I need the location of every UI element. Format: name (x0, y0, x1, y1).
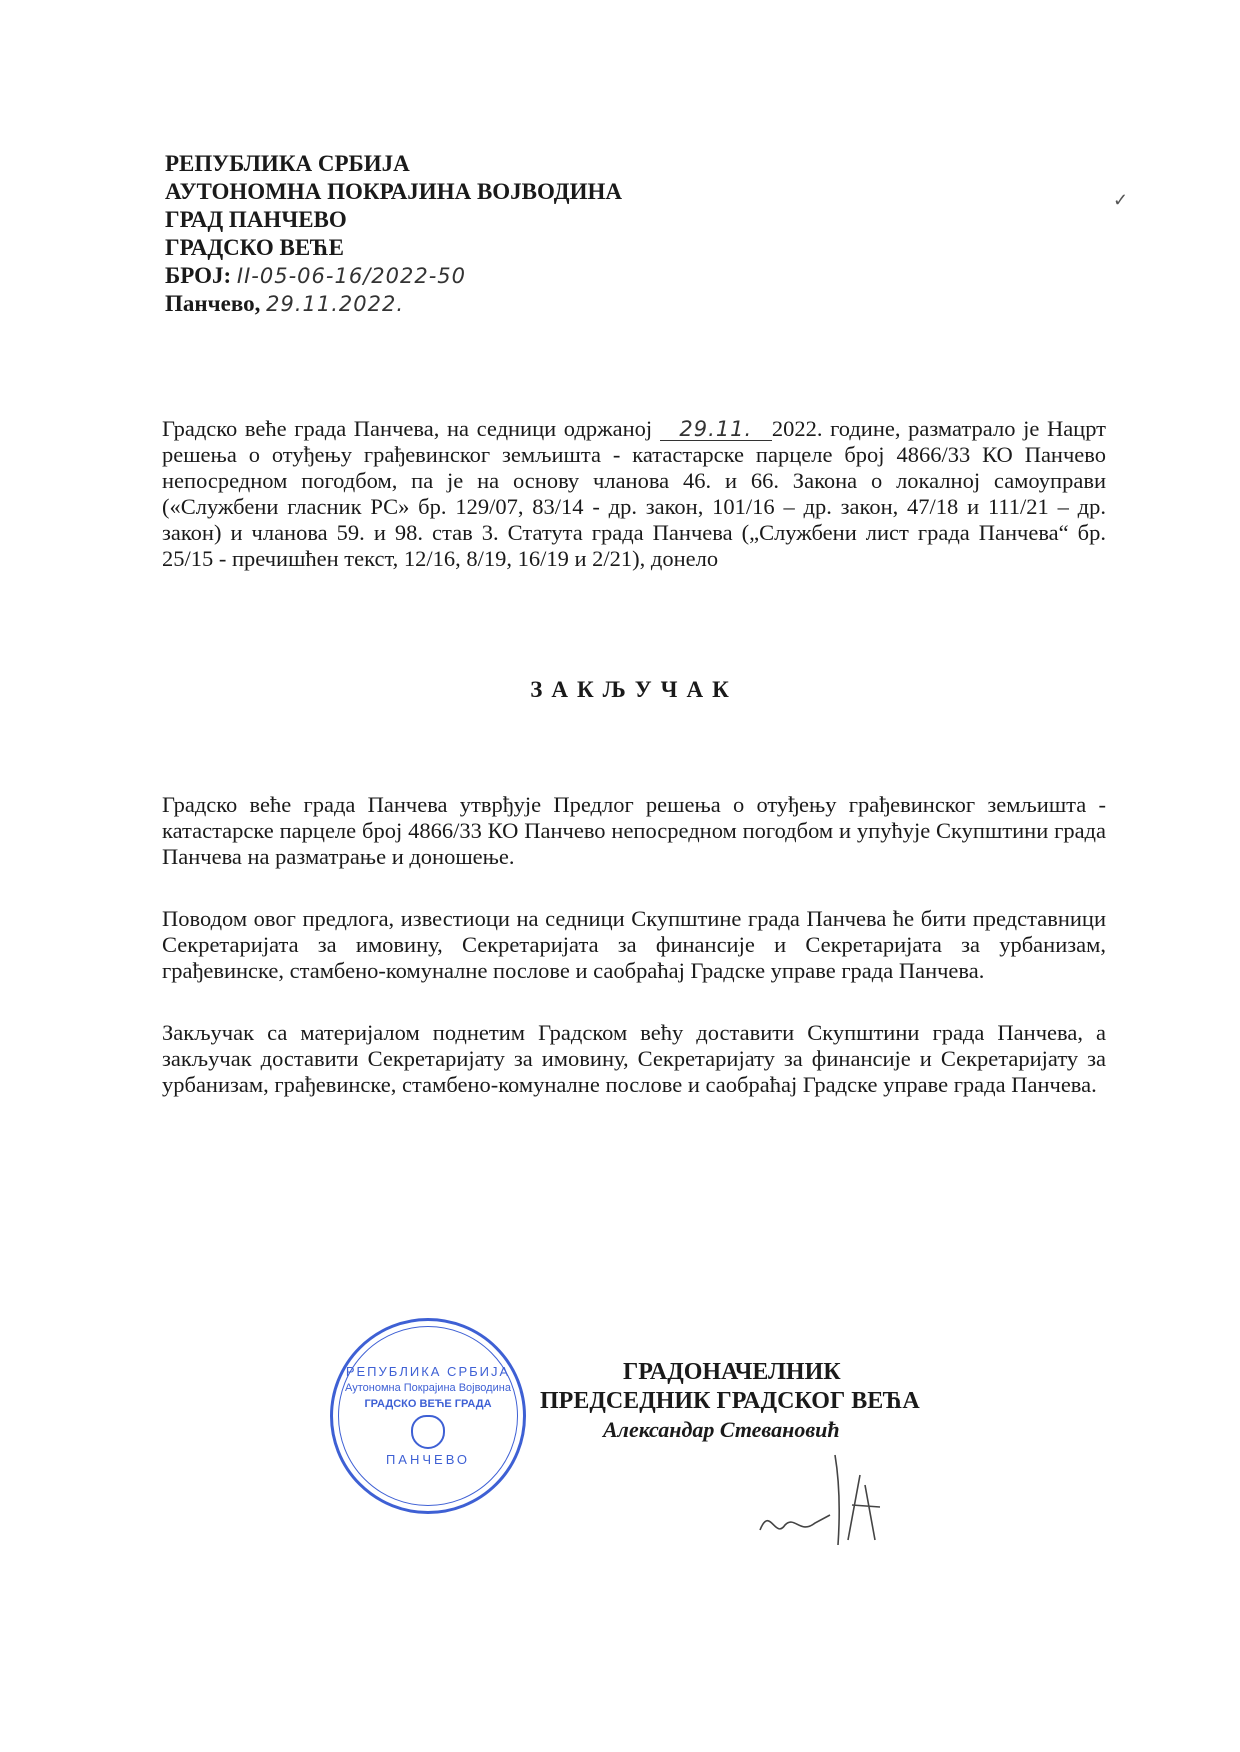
header-date: Панчево, 29.11.2022. (165, 291, 405, 316)
handwritten-signature (740, 1445, 900, 1555)
official-stamp (330, 1318, 526, 1514)
document-body (162, 416, 1106, 1098)
paragraph-3: Закључак са материјалом поднетим Градском већу доставити Скупштини града Панчева, а закључак доставити Секретаријату за имовину, Секретаријату за финансије и Секретаријату за урбанизам, грађевинске, стамбено-комуналне послове и саобраћај Градске управе града Панчева. (162, 1020, 1106, 1097)
coat-of-arms-icon (411, 1415, 445, 1449)
paragraph-1: Градско веће града Панчева утврђује Предлог решења о отуђењу грађевинског земљишта - катастарске парцеле број 4866/33 КО Панчево непосредном погодбом и упућује Скупштини града Панчева на разматрање и доношење. (162, 792, 1106, 869)
signature-block (540, 1358, 920, 1444)
document-title: ЗАКЉУЧАК (530, 677, 738, 702)
signature-title-mayor: ГРАДОНАЧЕЛНИК (623, 1359, 841, 1385)
signatory-name: Александар Стевановић (603, 1417, 840, 1442)
stamp-middle-text: Аутономна Покрајина Војводина (345, 1382, 511, 1394)
signature-title-president: ПРЕДСЕДНИК ГРАДСКОГ ВЕЋА (540, 1388, 920, 1414)
header-city: ГРАД ПАНЧЕВО (165, 207, 347, 232)
header-province: АУТОНОМНА ПОКРАЈИНА ВОЈВОДИНА (165, 179, 622, 204)
stamp-bottom-text: ПАНЧЕВО (385, 1452, 471, 1467)
session-date: 29.11. (660, 418, 772, 441)
document-header (165, 150, 622, 318)
paragraph-2: Поводом овог предлога, известиоци на седници Скупштине града Панчева ће бити представници Секретаријата за имовину, Секретаријата за финансије и Секретаријата за урбанизам, грађевинске, стамбено-комуналне послове и саобраћај Градске управе града Панчева. (162, 906, 1106, 983)
check-mark: ✓ (1113, 190, 1129, 210)
stamp-outer-text: РЕПУБЛИКА СРБИЈА (345, 1364, 511, 1379)
handwritten-date: 29.11.2022. (266, 292, 405, 316)
stamp-inner-text: ГРАДСКО ВЕЋЕ ГРАДА (364, 1398, 492, 1410)
header-country: РЕПУБЛИКА СРБИЈА (165, 151, 410, 176)
intro-paragraph: Градско веће града Панчева, на седници одржаној 29.11. 2022. године, разматрало је Нацрт решења о отуђењу грађевинског земљишта - катастарске парцеле број 4866/33 КО Панчево непосредном погодбом, па је на основу чланова 46. и 66. Закона о локалној самоуправи («Службени гласник РС» бр. 129/07, 83/14 - др. закон, 101/16 – др. закон, 47/18 и 111/21 – др. закон) и чланова 59. и 98. став 3. Статута града Панчева („Службени лист града Панчева“ бр. 25/15 - пречишћен текст, 12/16, 8/19, 16/19 и 2/21), донело (162, 416, 1107, 571)
header-council: ГРАДСКО ВЕЋЕ (165, 235, 344, 260)
handwritten-number: II-05-06-16/2022-50 (236, 264, 467, 288)
header-number: БРОЈ: II-05-06-16/2022-50 (165, 263, 467, 288)
